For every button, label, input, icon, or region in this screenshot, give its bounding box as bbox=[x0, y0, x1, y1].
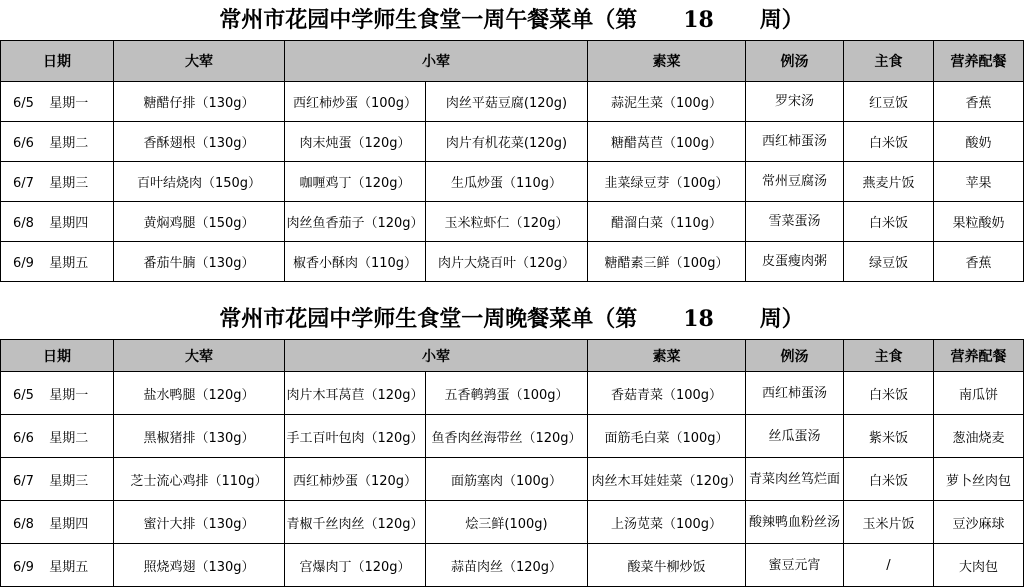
date-cell bbox=[1, 415, 114, 458]
small-dish-1-cell: 肉丝鱼香茄子（120g） bbox=[285, 202, 426, 242]
table-row bbox=[1, 544, 1024, 587]
table-row bbox=[1, 372, 1024, 415]
main-dish-cell: 糖醋仔排（130g） bbox=[114, 82, 285, 122]
header-vegetable: 素菜 bbox=[588, 41, 746, 82]
table-row bbox=[1, 501, 1024, 544]
small-dish-2-cell: 蒜苗肉丝（120g） bbox=[426, 544, 588, 587]
date-value: 6/8 bbox=[13, 216, 34, 231]
vegetable-cell: 香菇青菜（100g） bbox=[588, 372, 746, 415]
vegetable-cell: 糖醋莴苣（100g） bbox=[588, 122, 746, 162]
vegetable-cell: 上汤苋菜（100g） bbox=[588, 501, 746, 544]
small-dish-1-cell: 肉末炖蛋（120g） bbox=[285, 122, 426, 162]
dinner-header-row bbox=[1, 340, 1024, 372]
staple-cell: 紫米饭 bbox=[844, 415, 934, 458]
date-cell bbox=[1, 122, 114, 162]
small-dish-1-cell: 西红柿炒蛋（100g） bbox=[285, 82, 426, 122]
date-value: 6/7 bbox=[13, 473, 34, 489]
date-value: 6/9 bbox=[13, 256, 34, 271]
date-value: 6/6 bbox=[13, 430, 34, 446]
header-staple: 主食 bbox=[844, 340, 934, 372]
date-cell bbox=[1, 162, 114, 202]
small-dish-1-cell: 宫爆肉丁（120g） bbox=[285, 544, 426, 587]
small-dish-1-cell: 手工百叶包肉（120g） bbox=[285, 415, 426, 458]
staple-cell: 白米饭 bbox=[844, 202, 934, 242]
staple-cell: 红豆饭 bbox=[844, 82, 934, 122]
table-row bbox=[1, 82, 1024, 122]
small-dish-2-cell: 烩三鲜(100g) bbox=[426, 501, 588, 544]
header-main-dish: 大荤 bbox=[114, 340, 285, 372]
nutrition-cell: 豆沙麻球 bbox=[934, 501, 1024, 544]
nutrition-cell: 苹果 bbox=[934, 162, 1024, 202]
small-dish-2-cell: 五香鹌鹑蛋（100g） bbox=[426, 372, 588, 415]
small-dish-2-cell: 肉片大烧百叶（120g） bbox=[426, 242, 588, 282]
small-dish-1-cell: 肉片木耳莴苣（120g） bbox=[285, 372, 426, 415]
lunch-header-row bbox=[1, 41, 1024, 82]
small-dish-1-cell: 青椒千丝肉丝（120g） bbox=[285, 501, 426, 544]
weekday-value: 星期三 bbox=[49, 176, 89, 191]
table-separator bbox=[0, 283, 1023, 299]
weekday-value: 星期三 bbox=[49, 473, 89, 489]
weekday-value: 星期五 bbox=[49, 559, 89, 575]
soup-cell: 蜜豆元宵 bbox=[746, 544, 844, 587]
small-dish-1-cell: 咖喱鸡丁（120g） bbox=[285, 162, 426, 202]
staple-cell: / bbox=[844, 544, 934, 587]
date-cell bbox=[1, 458, 114, 501]
main-dish-cell: 蜜汁大排（130g） bbox=[114, 501, 285, 544]
lunch-title: 常州市花园中学师生食堂一周午餐菜单（第 18 周） bbox=[0, 0, 1023, 40]
header-staple: 主食 bbox=[844, 41, 934, 82]
date-value: 6/5 bbox=[13, 96, 34, 111]
date-value: 6/7 bbox=[13, 176, 34, 191]
nutrition-cell: 大肉包 bbox=[934, 544, 1024, 587]
small-dish-2-cell: 肉片有机花菜(120g) bbox=[426, 122, 588, 162]
soup-cell: 常州豆腐汤 bbox=[746, 162, 844, 202]
main-dish-cell: 盐水鸭腿（120g） bbox=[114, 372, 285, 415]
header-small-dish: 小荤 bbox=[285, 340, 588, 372]
header-soup: 例汤 bbox=[746, 41, 844, 82]
nutrition-cell: 酸奶 bbox=[934, 122, 1024, 162]
vegetable-cell: 肉丝木耳娃娃菜（120g） bbox=[588, 458, 746, 501]
dinner-menu-table bbox=[0, 339, 1024, 587]
table-row bbox=[1, 202, 1024, 242]
header-nutrition: 营养配餐 bbox=[934, 340, 1024, 372]
vegetable-cell: 面筋毛白菜（100g） bbox=[588, 415, 746, 458]
header-date: 日期 bbox=[1, 41, 114, 82]
main-dish-cell: 芝士流心鸡排（110g） bbox=[114, 458, 285, 501]
staple-cell: 白米饭 bbox=[844, 122, 934, 162]
nutrition-cell: 萝卜丝肉包 bbox=[934, 458, 1024, 501]
table-row bbox=[1, 458, 1024, 501]
nutrition-cell: 葱油烧麦 bbox=[934, 415, 1024, 458]
header-vegetable: 素菜 bbox=[588, 340, 746, 372]
header-main-dish: 大荤 bbox=[114, 41, 285, 82]
small-dish-1-cell: 西红柿炒蛋（120g） bbox=[285, 458, 426, 501]
header-small-dish: 小荤 bbox=[285, 41, 588, 82]
header-date: 日期 bbox=[1, 340, 114, 372]
vegetable-cell: 蒜泥生菜（100g） bbox=[588, 82, 746, 122]
header-nutrition: 营养配餐 bbox=[934, 41, 1024, 82]
dinner-title: 常州市花园中学师生食堂一周晚餐菜单（第 18 周） bbox=[0, 299, 1023, 339]
soup-cell: 雪菜蛋汤 bbox=[746, 202, 844, 242]
weekday-value: 星期四 bbox=[49, 216, 89, 231]
weekday-value: 星期四 bbox=[49, 516, 89, 532]
weekday-value: 星期二 bbox=[49, 136, 89, 151]
main-dish-cell: 黄焖鸡腿（150g） bbox=[114, 202, 285, 242]
table-row bbox=[1, 122, 1024, 162]
staple-cell: 白米饭 bbox=[844, 372, 934, 415]
nutrition-cell: 香蕉 bbox=[934, 242, 1024, 282]
vegetable-cell: 糖醋素三鲜（100g） bbox=[588, 242, 746, 282]
nutrition-cell: 南瓜饼 bbox=[934, 372, 1024, 415]
soup-cell: 皮蛋瘦肉粥 bbox=[746, 242, 844, 282]
date-value: 6/5 bbox=[13, 387, 34, 403]
vegetable-cell: 酸菜牛柳炒饭 bbox=[588, 544, 746, 587]
header-soup: 例汤 bbox=[746, 340, 844, 372]
table-row bbox=[1, 162, 1024, 202]
vegetable-cell: 醋溜白菜（110g） bbox=[588, 202, 746, 242]
date-cell bbox=[1, 372, 114, 415]
small-dish-2-cell: 面筋塞肉（100g） bbox=[426, 458, 588, 501]
soup-cell: 西红柿蛋汤 bbox=[746, 122, 844, 162]
staple-cell: 玉米片饭 bbox=[844, 501, 934, 544]
small-dish-2-cell: 肉丝平菇豆腐(120g) bbox=[426, 82, 588, 122]
main-dish-cell: 百叶结烧肉（150g） bbox=[114, 162, 285, 202]
soup-cell: 西红柿蛋汤 bbox=[746, 372, 844, 415]
date-cell bbox=[1, 82, 114, 122]
date-cell bbox=[1, 501, 114, 544]
date-value: 6/6 bbox=[13, 136, 34, 151]
soup-cell: 酸辣鸭血粉丝汤 bbox=[746, 501, 844, 544]
soup-cell: 罗宋汤 bbox=[746, 82, 844, 122]
weekday-value: 星期五 bbox=[49, 256, 89, 271]
small-dish-1-cell: 椒香小酥肉（110g） bbox=[285, 242, 426, 282]
staple-cell: 绿豆饭 bbox=[844, 242, 934, 282]
main-dish-cell: 香酥翅根（130g） bbox=[114, 122, 285, 162]
lunch-menu-table bbox=[0, 40, 1024, 282]
nutrition-cell: 果粒酸奶 bbox=[934, 202, 1024, 242]
small-dish-2-cell: 生瓜炒蛋（110g） bbox=[426, 162, 588, 202]
main-dish-cell: 黑椒猪排（130g） bbox=[114, 415, 285, 458]
soup-cell: 青菜肉丝笃烂面 bbox=[746, 458, 844, 501]
table-row bbox=[1, 242, 1024, 282]
soup-cell: 丝瓜蛋汤 bbox=[746, 415, 844, 458]
small-dish-2-cell: 玉米粒虾仁（120g） bbox=[426, 202, 588, 242]
nutrition-cell: 香蕉 bbox=[934, 82, 1024, 122]
staple-cell: 白米饭 bbox=[844, 458, 934, 501]
date-cell bbox=[1, 544, 114, 587]
weekday-value: 星期二 bbox=[49, 430, 89, 446]
date-value: 6/8 bbox=[13, 516, 34, 532]
weekday-value: 星期一 bbox=[49, 96, 89, 111]
small-dish-2-cell: 鱼香肉丝海带丝（120g） bbox=[426, 415, 588, 458]
vegetable-cell: 韭菜绿豆芽（100g） bbox=[588, 162, 746, 202]
main-dish-cell: 照烧鸡翅（130g） bbox=[114, 544, 285, 587]
weekday-value: 星期一 bbox=[49, 387, 89, 403]
staple-cell: 燕麦片饭 bbox=[844, 162, 934, 202]
table-row bbox=[1, 415, 1024, 458]
date-cell bbox=[1, 242, 114, 282]
main-dish-cell: 番茄牛腩（130g） bbox=[114, 242, 285, 282]
date-cell bbox=[1, 202, 114, 242]
date-value: 6/9 bbox=[13, 559, 34, 575]
